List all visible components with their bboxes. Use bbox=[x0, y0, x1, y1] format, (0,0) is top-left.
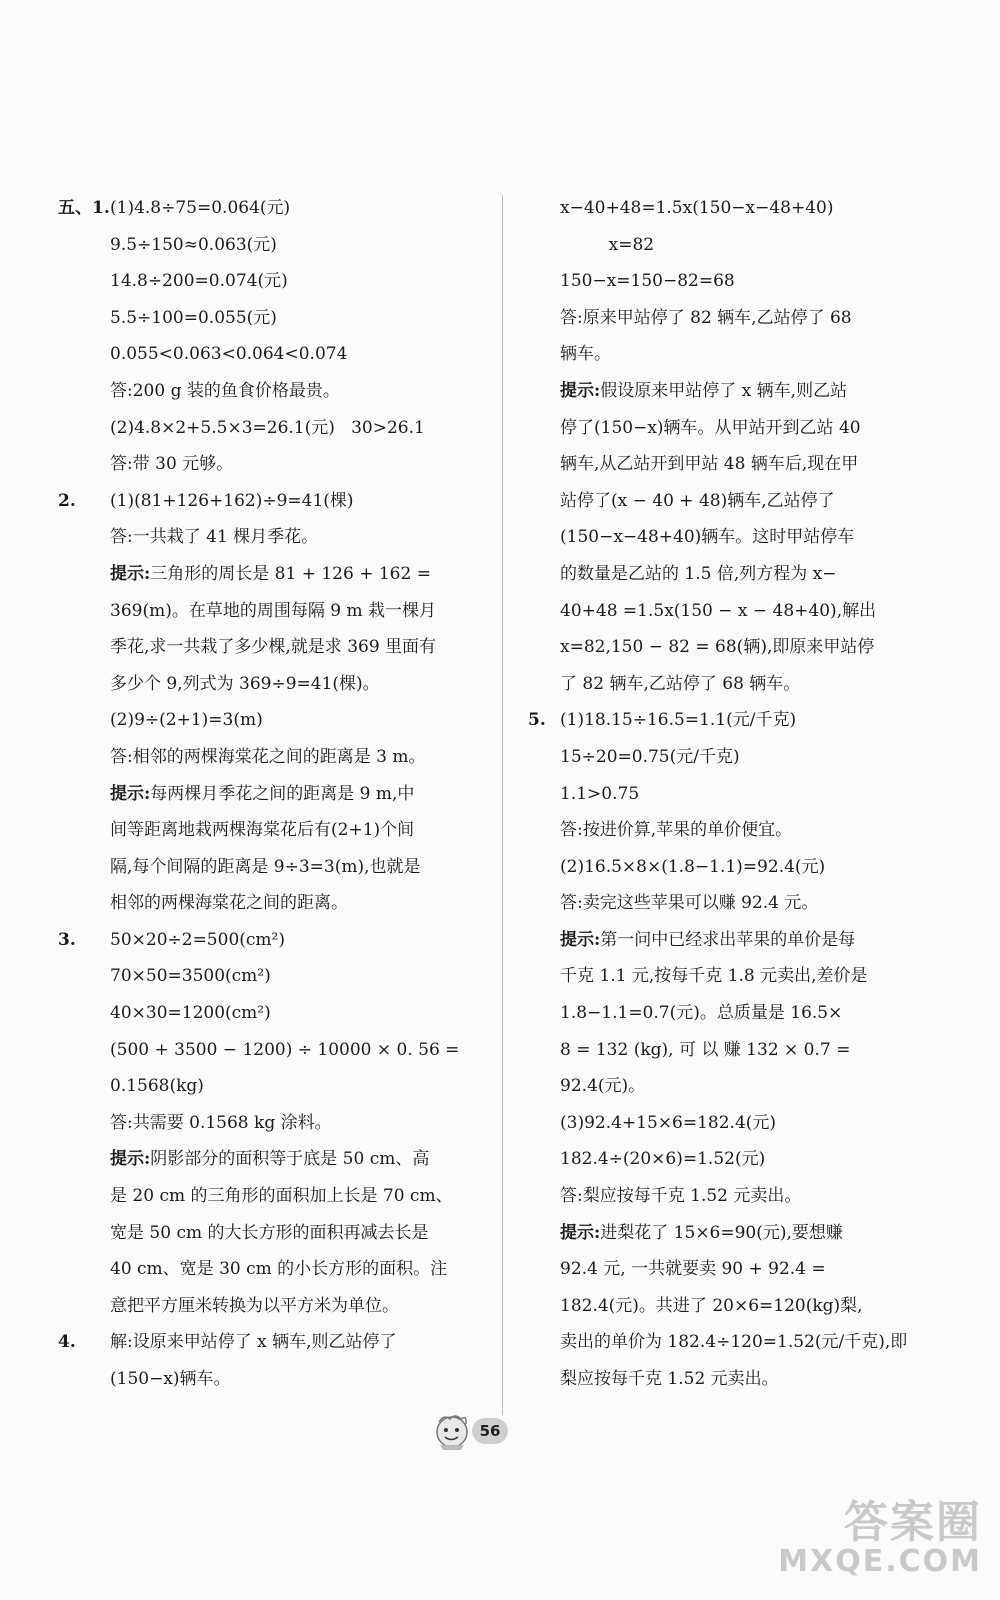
text-line bbox=[560, 410, 940, 447]
text-line bbox=[58, 446, 488, 483]
line-text: x−40+48=1.5x(150−x−48+40) bbox=[560, 198, 834, 218]
text-line bbox=[58, 922, 488, 959]
text-line bbox=[58, 263, 488, 300]
text-line bbox=[58, 995, 488, 1032]
text-line bbox=[58, 593, 488, 630]
hint-label: 提示: bbox=[560, 929, 601, 950]
hint-label: 提示: bbox=[110, 783, 151, 804]
text-line bbox=[560, 885, 940, 922]
line-text: 解:设原来甲站停了 x 辆车,则乙站停了 bbox=[110, 1332, 397, 1353]
hint-label: 提示: bbox=[560, 380, 601, 401]
text-line bbox=[560, 629, 940, 666]
line-text: 了 82 辆车,乙站停了 68 辆车。 bbox=[560, 673, 801, 694]
text-line bbox=[560, 922, 940, 959]
text-line bbox=[560, 300, 940, 337]
text-line bbox=[560, 593, 940, 630]
text-line bbox=[58, 1032, 488, 1069]
hint-label: 提示: bbox=[110, 563, 151, 584]
question-number: 4. bbox=[58, 1332, 76, 1353]
line-text: (2)16.5×8×(1.8−1.1)=92.4(元) bbox=[560, 856, 826, 877]
line-text: 92.4 元, 一共就要卖 90 + 92.4 = bbox=[560, 1259, 826, 1280]
question-number: 2. bbox=[58, 490, 76, 511]
line-text: 9.5÷150≈0.063(元) bbox=[110, 234, 277, 255]
text-line bbox=[58, 958, 488, 995]
text-line bbox=[560, 1251, 940, 1288]
watermark-url: MXQE.COM bbox=[778, 1544, 982, 1579]
text-line bbox=[560, 958, 940, 995]
text-line bbox=[58, 1324, 488, 1361]
text-line bbox=[58, 629, 488, 666]
text-line bbox=[58, 1215, 488, 1252]
text-line bbox=[560, 776, 940, 813]
line-text: 意把平方厘米转换为以平方米为单位。 bbox=[110, 1295, 399, 1316]
text-line bbox=[560, 373, 940, 410]
line-text: 季花,求一共栽了多少棵,就是求 369 里面有 bbox=[110, 637, 437, 658]
text-line bbox=[560, 1324, 940, 1361]
question-number: 3. bbox=[58, 929, 76, 950]
line-text: 182.4(元)。共进了 20×6=120(kg)梨, bbox=[560, 1295, 863, 1316]
text-line bbox=[560, 519, 940, 556]
text-line bbox=[58, 1251, 488, 1288]
text-line bbox=[58, 666, 488, 703]
line-text: 8 = 132 (kg), 可 以 赚 132 × 0.7 = bbox=[560, 1039, 851, 1060]
line-text: 停了(150−x)辆车。从甲站开到乙站 40 bbox=[560, 417, 861, 438]
line-text: 答:一共栽了 41 棵月季花。 bbox=[110, 527, 319, 548]
hint-label: 提示: bbox=[110, 1149, 151, 1170]
line-text: (150−x)辆车。 bbox=[110, 1369, 231, 1389]
line-text: 隔,每个间隔的距离是 9÷3=3(m),也就是 bbox=[110, 856, 421, 877]
text-line bbox=[560, 1361, 940, 1398]
text-line bbox=[58, 1288, 488, 1325]
question-number: 五、1. bbox=[58, 198, 110, 218]
text-line bbox=[58, 190, 488, 227]
text-line bbox=[58, 373, 488, 410]
line-text: 每两棵月季花之间的距离是 9 m,中 bbox=[150, 783, 415, 804]
text-line bbox=[58, 556, 488, 593]
line-text: 答:相邻的两棵海棠花之间的距离是 3 m。 bbox=[110, 746, 426, 767]
text-line bbox=[58, 849, 488, 886]
text-line bbox=[560, 556, 940, 593]
text-line bbox=[560, 1178, 940, 1215]
line-text: 答:200 g 装的鱼食价格最贵。 bbox=[110, 380, 340, 401]
text-line bbox=[58, 1141, 488, 1178]
text-line bbox=[58, 519, 488, 556]
line-text: (1)4.8÷75=0.064(元) bbox=[110, 198, 291, 218]
text-line bbox=[58, 1105, 488, 1142]
text-line bbox=[58, 776, 488, 813]
line-text: 站停了(x − 40 + 48)辆车,乙站停了 bbox=[560, 490, 835, 511]
line-text: 92.4(元)。 bbox=[560, 1076, 646, 1097]
line-text: 150−x=150−82=68 bbox=[560, 271, 735, 292]
line-text: 三角形的周长是 81 + 126 + 162 = bbox=[150, 563, 431, 584]
page-number: 56 bbox=[472, 1418, 508, 1444]
text-line bbox=[560, 1068, 940, 1105]
watermark-title: 答案圈 bbox=[844, 1497, 982, 1548]
line-text: 182.4÷(20×6)=1.52(元) bbox=[560, 1149, 766, 1170]
hint-label: 提示: bbox=[560, 1222, 601, 1243]
text-line bbox=[58, 702, 488, 739]
text-line bbox=[58, 227, 488, 264]
text-line bbox=[560, 227, 940, 264]
line-text: 辆车。 bbox=[560, 344, 611, 365]
text-line bbox=[560, 666, 940, 703]
line-text: 相邻的两棵海棠花之间的距离。 bbox=[110, 893, 348, 914]
line-text: 50×20÷2=500(cm²) bbox=[110, 929, 285, 950]
text-line bbox=[560, 1141, 940, 1178]
line-text: 第一问中已经求出苹果的单价是每 bbox=[600, 929, 856, 950]
line-text: 答:按进价算,苹果的单价便宜。 bbox=[560, 820, 793, 841]
text-line bbox=[560, 1288, 940, 1325]
line-text: 14.8÷200=0.074(元) bbox=[110, 271, 288, 292]
line-text: 40×30=1200(cm²) bbox=[110, 1003, 271, 1024]
text-line bbox=[58, 410, 488, 447]
line-text: (1)18.15÷16.5=1.1(元/千克) bbox=[560, 710, 797, 731]
line-text: (2)4.8×2+5.5×3=26.1(元) 30>26.1 bbox=[110, 417, 425, 438]
text-line bbox=[58, 483, 488, 520]
line-text: 进梨花了 15×6=90(元),要想赚 bbox=[600, 1222, 843, 1243]
text-line bbox=[560, 1105, 940, 1142]
line-text: 答:原来甲站停了 82 辆车,乙站停了 68 bbox=[560, 307, 852, 328]
text-line bbox=[58, 739, 488, 776]
line-text: 70×50=3500(cm²) bbox=[110, 966, 271, 987]
line-text: 40 cm、宽是 30 cm 的小长方形的面积。注 bbox=[110, 1259, 448, 1280]
text-line bbox=[528, 702, 940, 739]
line-text: (500 + 3500 − 1200) ÷ 10000 × 0. 56 = bbox=[110, 1039, 460, 1060]
line-text: 答:带 30 元够。 bbox=[110, 454, 234, 475]
line-text: 0.1568(kg) bbox=[110, 1076, 204, 1097]
question-number: 5. bbox=[528, 710, 546, 731]
line-text: 0.055<0.063<0.064<0.074 bbox=[110, 344, 348, 365]
line-text: 宽是 50 cm 的大长方形的面积再减去长是 bbox=[110, 1222, 429, 1243]
line-text: 假设原来甲站停了 x 辆车,则乙站 bbox=[600, 380, 848, 401]
text-line bbox=[58, 885, 488, 922]
text-line bbox=[58, 1178, 488, 1215]
line-text: x=82 bbox=[560, 234, 655, 255]
line-text: 答:卖完这些苹果可以赚 92.4 元。 bbox=[560, 893, 819, 914]
line-text: 答:共需要 0.1568 kg 涂料。 bbox=[110, 1112, 332, 1133]
text-line bbox=[560, 483, 940, 520]
page-footer bbox=[430, 1410, 540, 1454]
line-text: 是 20 cm 的三角形的面积加上长是 70 cm、 bbox=[110, 1186, 453, 1207]
text-line bbox=[58, 336, 488, 373]
cartoon-mascot-icon bbox=[430, 1412, 476, 1452]
line-text: 40+48 =1.5x(150 − x − 48+40),解出 bbox=[560, 600, 877, 621]
text-line bbox=[560, 446, 940, 483]
text-line bbox=[58, 300, 488, 337]
watermark bbox=[778, 1497, 982, 1579]
line-text: 答:梨应按每千克 1.52 元卖出。 bbox=[560, 1186, 802, 1207]
line-text: 多少个 9,列式为 369÷9=41(棵)。 bbox=[110, 673, 380, 694]
line-text: 5.5÷100=0.055(元) bbox=[110, 307, 277, 328]
text-line bbox=[560, 995, 940, 1032]
line-text: 阴影部分的面积等于底是 50 cm、高 bbox=[150, 1149, 430, 1170]
text-line bbox=[560, 1032, 940, 1069]
line-text: 的数量是乙站的 1.5 倍,列方程为 x− bbox=[560, 563, 837, 584]
line-text: 15÷20=0.75(元/千克) bbox=[560, 746, 740, 767]
column-divider bbox=[502, 195, 503, 1415]
line-text: (2)9÷(2+1)=3(m) bbox=[110, 710, 263, 731]
line-text: (150−x−48+40)辆车。这时甲站停车 bbox=[560, 527, 855, 548]
text-line bbox=[560, 1215, 940, 1252]
line-text: x=82,150 − 82 = 68(辆),即原来甲站停 bbox=[560, 637, 875, 658]
text-line bbox=[58, 1361, 488, 1398]
line-text: (1)(81+126+162)÷9=41(棵) bbox=[110, 490, 354, 511]
line-text: 369(m)。在草地的周围每隔 9 m 栽一棵月 bbox=[110, 600, 436, 621]
line-text: 1.1>0.75 bbox=[560, 783, 640, 804]
line-text: 辆车,从乙站开到甲站 48 辆车后,现在甲 bbox=[560, 454, 859, 475]
text-line bbox=[560, 812, 940, 849]
line-text: 间等距离地栽两棵海棠花后有(2+1)个间 bbox=[110, 820, 415, 841]
text-line bbox=[58, 1068, 488, 1105]
text-line bbox=[58, 812, 488, 849]
text-line bbox=[560, 190, 940, 227]
text-line bbox=[560, 849, 940, 886]
line-text: 卖出的单价为 182.4÷120=1.52(元/千克),即 bbox=[560, 1332, 908, 1353]
text-line bbox=[560, 263, 940, 300]
line-text: 1.8−1.1=0.7(元)。总质量是 16.5× bbox=[560, 1003, 843, 1024]
line-text: 千克 1.1 元,按每千克 1.8 元卖出,差价是 bbox=[560, 966, 868, 987]
line-text: (3)92.4+15×6=182.4(元) bbox=[560, 1112, 777, 1133]
line-text: 梨应按每千克 1.52 元卖出。 bbox=[560, 1369, 779, 1389]
left-column bbox=[58, 190, 488, 1398]
text-line bbox=[560, 336, 940, 373]
right-column bbox=[528, 190, 940, 1398]
text-line bbox=[560, 739, 940, 776]
